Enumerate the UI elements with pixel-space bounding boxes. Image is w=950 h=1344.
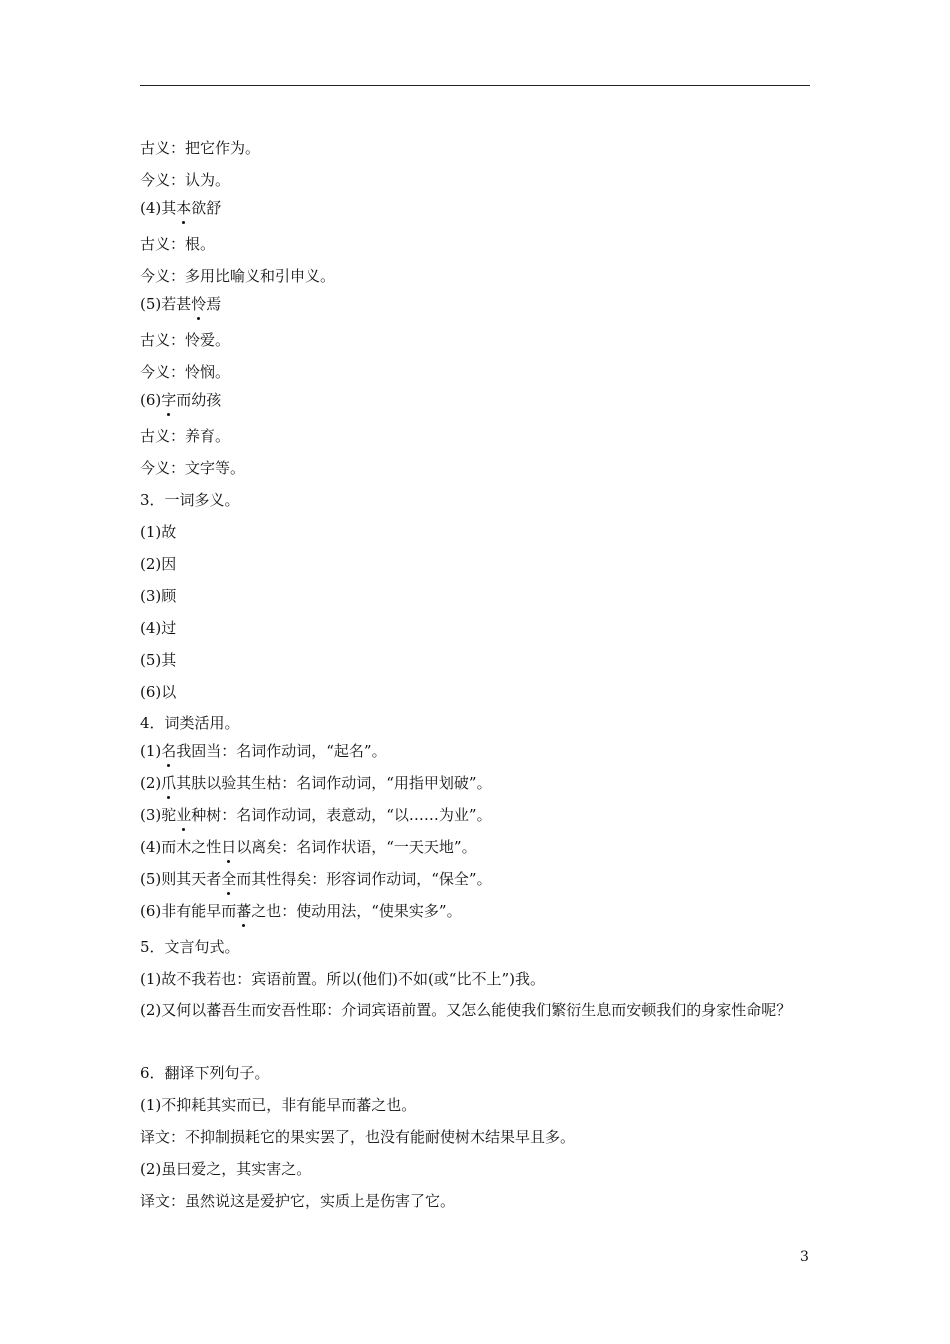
gloss-modern (140, 266, 820, 286)
section-heading-6 (140, 1063, 820, 1083)
text-segment: 我固当：名词作动词，“起名”。 (176, 742, 387, 760)
text-segment: (5)则其天者 (140, 870, 222, 888)
emphasized-character: 日 (221, 838, 237, 856)
text-segment: (3)驼 (140, 806, 177, 824)
word-class-item (140, 741, 820, 761)
translation-sentence (140, 1159, 820, 1179)
polysemy-item (140, 522, 820, 542)
gloss-modern (140, 458, 820, 478)
text-segment: 4．词类活用。 (140, 714, 240, 732)
polysemy-item (140, 618, 820, 638)
text-segment: (4)过 (140, 619, 177, 637)
word-class-item (140, 837, 820, 857)
text-segment: 今义：文字等。 (140, 459, 246, 477)
page-number: 3 (800, 1249, 809, 1265)
text-segment: 3．一词多义。 (140, 491, 240, 509)
emphasized-character: 蕃 (236, 902, 252, 920)
word-class-item (140, 773, 820, 793)
item-4 (140, 198, 820, 218)
gloss-ancient (140, 426, 820, 446)
polysemy-item (140, 650, 820, 670)
text-segment: (6) (140, 391, 162, 409)
text-segment: (2)虽曰爱之，其实害之。 (140, 1160, 312, 1178)
word-class-item (140, 805, 820, 825)
text-segment: 古义：把它作为。 (140, 139, 261, 157)
text-segment: (6)非有能早而 (140, 902, 237, 920)
text-segment: 之也：使动用法，“使果实多”。 (251, 902, 462, 920)
text-segment: (2)因 (140, 555, 177, 573)
text-segment: (4)而木之性 (140, 838, 222, 856)
text-segment: 而其性得矣：形容词作动词，“保全”。 (236, 870, 492, 888)
translation-sentence (140, 1095, 820, 1115)
polysemy-item (140, 586, 820, 606)
gloss-modern (140, 362, 820, 382)
emphasized-character: 爪 (161, 774, 177, 792)
emphasized-character: 业 (176, 806, 192, 824)
header-rule (140, 85, 810, 86)
emphasized-character: 全 (221, 870, 237, 888)
text-segment: 焉 (206, 295, 222, 313)
text-segment: 欲舒 (191, 199, 222, 217)
gloss-modern (140, 170, 820, 190)
sentence-pattern-item (140, 969, 820, 989)
text-segment: 今义：多用比喻义和引申义。 (140, 267, 336, 285)
text-segment: 6．翻译下列句子。 (140, 1064, 270, 1082)
section-heading-5 (140, 937, 820, 957)
emphasized-character: 本 (176, 199, 192, 217)
emphasized-character: 字 (161, 391, 177, 409)
text-segment: 今义：怜悯。 (140, 363, 231, 381)
item-6 (140, 390, 820, 410)
text-segment: (6)以 (140, 683, 177, 701)
gloss-ancient (140, 138, 820, 158)
text-segment: 今义：认为。 (140, 171, 231, 189)
item-5 (140, 294, 820, 314)
emphasized-character: 名 (161, 742, 177, 760)
text-segment: (2)又何以蕃吾生而安吾性耶：介词宾语前置。又怎么能使我们繁衍生息而安顿我们的身家性命呢？ (140, 1001, 792, 1019)
polysemy-item (140, 554, 820, 574)
gloss-ancient (140, 234, 820, 254)
text-segment: (1)故不我若也：宾语前置。所以(他们)不如(或“比不上”)我。 (140, 970, 545, 988)
text-segment: (1)不抑耗其实而已，非有能早而蕃之也。 (140, 1096, 417, 1114)
text-segment: 古义：根。 (140, 235, 216, 253)
translation-text (140, 1191, 820, 1211)
text-segment: 译文：虽然说这是爱护它，实质上是伤害了它。 (140, 1192, 456, 1210)
text-segment: 以离矣：名词作状语，“一天天地”。 (236, 838, 477, 856)
section-heading-4 (140, 713, 820, 733)
gloss-ancient (140, 330, 820, 350)
text-segment: (1) (140, 742, 162, 760)
text-segment: 其肤以验其生枯：名词作动词，“用指甲划破”。 (176, 774, 492, 792)
section-heading-3 (140, 490, 820, 510)
text-segment: 种树：名词作动词，表意动，“以……为业”。 (191, 806, 492, 824)
word-class-item (140, 901, 820, 921)
text-segment: (2) (140, 774, 162, 792)
text-segment: 古义：养育。 (140, 427, 231, 445)
text-segment: (5)若甚 (140, 295, 192, 313)
emphasized-character: 怜 (191, 295, 207, 313)
text-segment: (4)其 (140, 199, 177, 217)
text-segment: (1)故 (140, 523, 177, 541)
text-segment: 译文：不抑制损耗它的果实罢了，也没有能耐使树木结果早且多。 (140, 1128, 576, 1146)
text-segment: (3)顾 (140, 587, 177, 605)
text-segment: (5)其 (140, 651, 177, 669)
translation-text (140, 1127, 820, 1147)
sentence-pattern-item (140, 994, 820, 1026)
polysemy-item (140, 682, 820, 702)
text-segment: 5．文言句式。 (140, 938, 240, 956)
text-segment: 古义：怜爱。 (140, 331, 231, 349)
word-class-item (140, 869, 820, 889)
text-segment: 而幼孩 (176, 391, 222, 409)
